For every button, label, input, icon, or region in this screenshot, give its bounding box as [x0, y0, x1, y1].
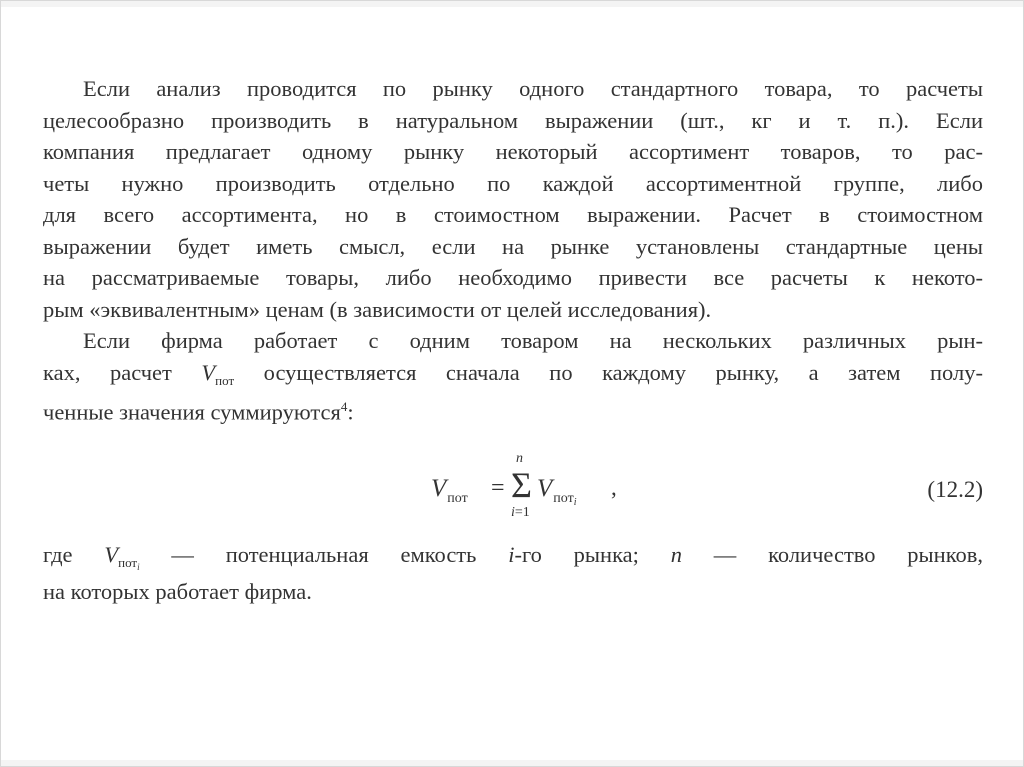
where-i-var: i	[508, 542, 515, 567]
paragraph-1-line: компания предлагает одному рынку некоторый ассортимент товаров, то рас-	[43, 139, 983, 164]
formula-row	[43, 453, 983, 531]
where-var-subscript-index: i	[137, 562, 140, 572]
paragraph-1-line: целесообразно производить в натуральном выражении (шт., кг и т. п.). Если	[43, 107, 983, 133]
paragraph-1-line: Если анализ проводится по рынку одного стандартного товара, то расчеты	[83, 76, 983, 101]
text-block	[43, 73, 983, 428]
bottom-edge	[1, 760, 1023, 766]
paragraph-1-line: рым «эквивалентным» ценам (в зависимости от целей исследования).	[43, 296, 712, 322]
equation-number: (12.2)	[927, 477, 983, 502]
paragraph-2-text: ченные значения суммируются	[43, 399, 341, 425]
paragraph-1-line: для всего ассортимента, но в стоимостном выражении. Расчет в стоимостном	[43, 202, 983, 227]
formula-12-2	[431, 453, 631, 531]
where-line	[43, 539, 983, 576]
where-text: — потенциальная емкость	[139, 542, 509, 567]
formula-equals: =	[491, 475, 505, 501]
footnote-marker: 4	[340, 399, 348, 414]
v-pot-symbol: V	[201, 359, 216, 385]
sum-index-start: =1	[514, 505, 530, 520]
sum-index-var: i	[511, 505, 515, 520]
formula-lhs-subscript: пот	[447, 491, 468, 506]
sum-upper-limit: n	[516, 451, 523, 466]
paragraph-1	[43, 73, 983, 325]
paragraph-2-text: осуществляется сначала по каждому рынку, а затем полу-	[234, 359, 983, 385]
formula-comma: ,	[611, 475, 617, 500]
paragraph-2-line: Если фирма работает с одним товаром на нескольких различных рын-	[83, 328, 983, 353]
paragraph-2-line	[43, 357, 983, 392]
where-block	[43, 539, 983, 607]
where-var-subscript-text: пот	[118, 555, 138, 570]
v-pot-subscript: пот	[215, 372, 235, 388]
where-prefix: где	[43, 542, 105, 567]
formula-rhs-var: V	[537, 475, 553, 502]
formula-lhs	[431, 475, 468, 506]
paragraph-2	[43, 325, 983, 428]
formula-rhs-subscript-index: i	[573, 497, 577, 508]
where-var: V	[104, 542, 119, 567]
where-text: -го рынка;	[514, 542, 671, 567]
where-var-subscript	[118, 555, 139, 570]
formula-rhs-subscript	[553, 491, 576, 506]
where-text: — количество рынков,	[681, 542, 984, 567]
where-n-var: n	[670, 542, 682, 567]
paragraph-1-line: на рассматриваемые товары, либо необходимо привести все расчеты к некото-	[43, 265, 983, 290]
paragraph-2-colon: :	[347, 399, 354, 425]
formula-rhs	[537, 475, 577, 508]
where-line: на которых работает фирма.	[43, 578, 312, 604]
formula-rhs-subscript-text: пот	[553, 491, 574, 506]
paragraph-1-line: четы нужно производить отдельно по каждой ассортиментной группе, либо	[43, 170, 983, 196]
formula-lhs-var: V	[431, 475, 447, 502]
paragraph-2-text: ках, расчет	[43, 359, 202, 385]
sum-lower-limit	[511, 505, 530, 521]
paragraph-2-line	[43, 391, 983, 428]
top-edge	[1, 1, 1023, 7]
sum-symbol: Σ	[511, 465, 532, 505]
paragraph-1-line: выражении будет иметь смысл, если на рынке установлены стандартные цены	[43, 233, 983, 259]
